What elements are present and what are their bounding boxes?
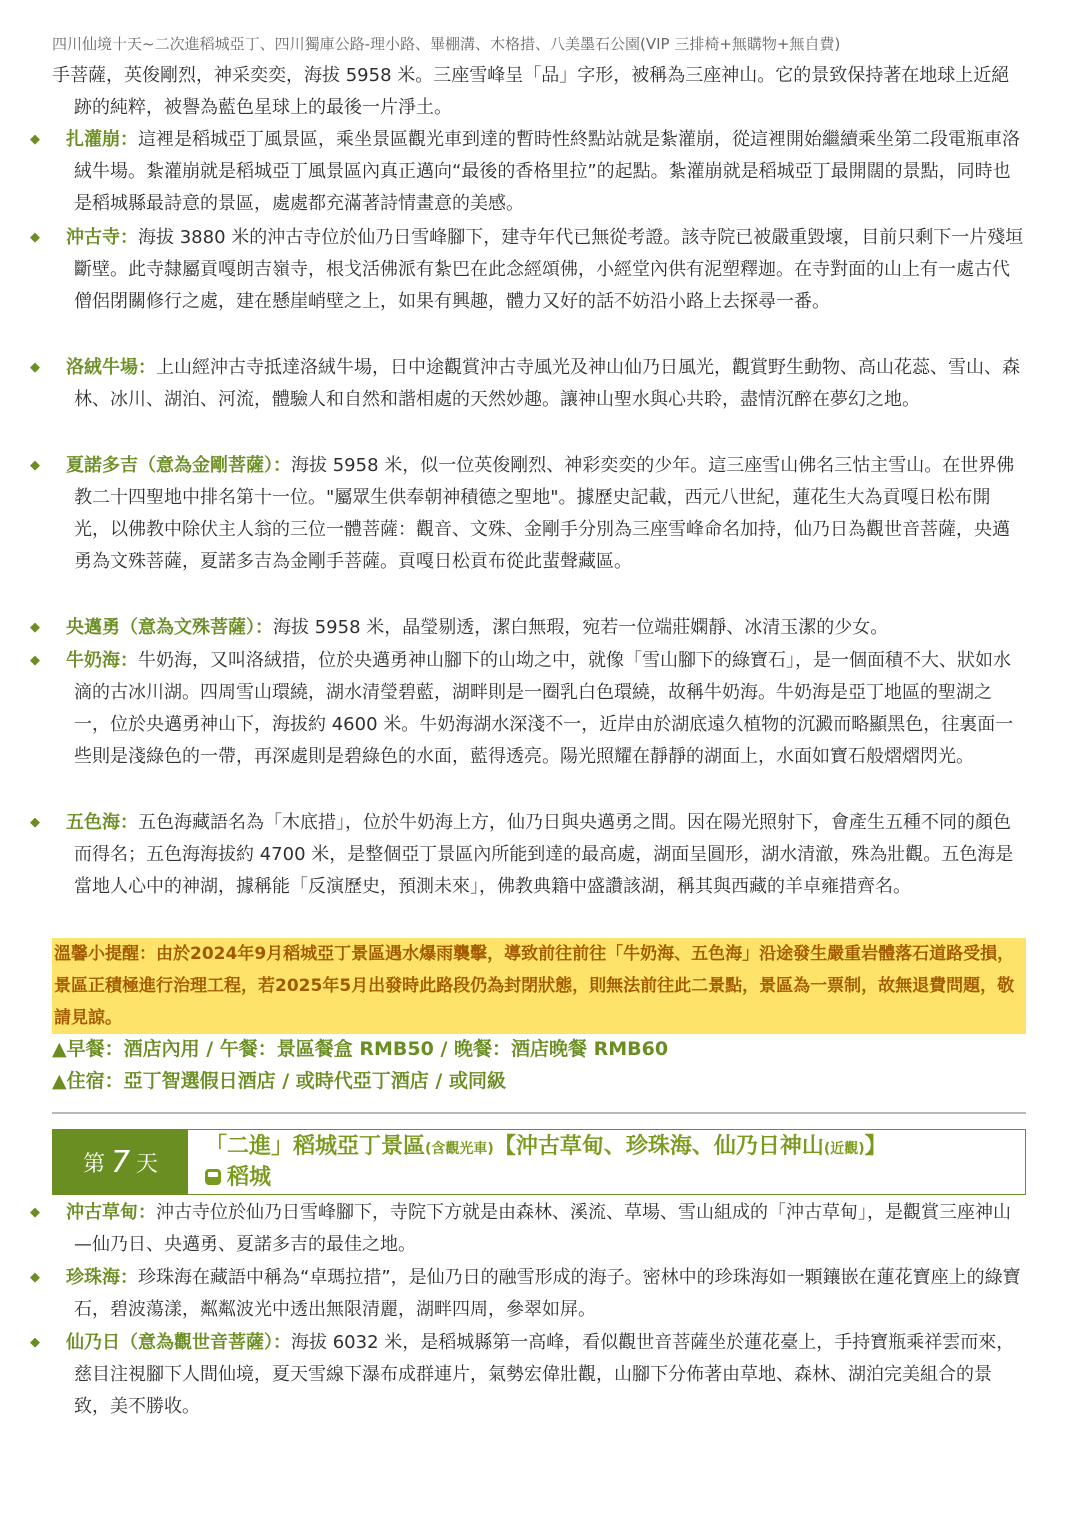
diamond-bullet-icon: ◆	[30, 230, 40, 245]
notice-box: 溫馨小提醒：由於2024年9月稻城亞丁景區遇水爆雨襲擊，導致前往前往「牛奶海、五色海」沿途發生嚴重岩體落石道路受損，景區正積極進行治理工程，若2025年5月出發時此路段仍為封閉狀態，則無法前往此二景點，景區為一票制，故無退費問題，敬請見諒。	[52, 938, 1026, 1034]
diamond-bullet-icon: ◆	[30, 815, 40, 830]
attraction-name: 五色海：	[66, 812, 138, 833]
attraction-name: 珍珠海：	[66, 1267, 138, 1288]
section-divider	[52, 1112, 1026, 1114]
attraction-name: 夏諾多吉（意為金剛菩薩）：	[66, 455, 291, 476]
day-number: 7	[110, 1144, 131, 1180]
attraction-text: 牛奶海，又叫洛絨措，位於央邁勇神山腳下的山坳之中，就像「雪山腳下的綠寶石」，是一個面積不大、狀如水滴的古冰川湖。四周雪山環繞，湖水清瑩碧藍，湖畔則是一圈乳白色環繞，故稱牛奶海。牛奶海是亞丁地區的聖湖之一，位於央邁勇神山下，海拔約 4600 米。牛奶海湖水深淺不一，近岸由於湖底遠久植物的沉澱而略顯黑色，往裏面一些則是淺綠色的一帶，再深處則是碧綠色的水面，藍得透亮。陽光照耀在靜靜的湖面上，水面如寶石般熠熠閃光。	[74, 650, 1014, 767]
attraction-name: 沖古草甸：	[66, 1202, 156, 1223]
attraction-text: 海拔 3880 米的沖古寺位於仙乃日雪峰腳下，建寺年代已無從考證。該寺院已被嚴重毀壞，目前只剩下一片殘垣斷壁。此寺隸屬貢嘎朗吉嶺寺，根戈活佛派有紮巴在此念經頌佛，小經堂內供有泥塑釋迦。在寺對面的山上有一處古代僧侶閉關修行之處，建在懸崖峭壁之上，如果有興趣，體力又好的話不妨沿小路上去探尋一番。	[74, 227, 1024, 312]
day-title-note: (含觀光車)	[425, 1141, 494, 1157]
attraction-text: 海拔 5958 米，似一位英俊剛烈、神彩奕奕的少年。這三座雪山佛名三怙主雪山。在世界佛教二十四聖地中排名第十一位。"屬眾生供奉朝神積德之聖地"。據歷史記載，西元八世紀，蓮花生大為貢嘎日松布開光，以佛教中除伏主人翁的三位一體菩薩：觀音、文殊、金剛手分別為三座雪峰命名加持，仙乃日為觀世音菩薩，央邁勇為文殊菩薩，夏諾多吉為金剛手菩薩。貢嘎日松貢布從此蜚聲藏區。	[74, 455, 1015, 572]
meals-line: ▲早餐：酒店內用 / 午餐：景區餐盒 RMB50 / 晚餐：酒店晚餐 RMB60	[52, 1038, 669, 1060]
diamond-bullet-icon: ◆	[30, 620, 40, 635]
attraction-text: 海拔 5958 米，晶瑩剔透，潔白無瑕，宛若一位端莊嫻靜、冰清玉潔的少女。	[273, 617, 889, 638]
attraction-text: 珍珠海在藏語中稱為“卓瑪拉措”，是仙乃日的融雪形成的海子。密林中的珍珠海如一顆鑲嵌在蓮花寶座上的綠寶石，碧波蕩漾，粼粼波光中透出無限清麗，湖畔四周，參翠如屏。	[74, 1267, 1021, 1320]
attraction-name: 牛奶海：	[66, 650, 138, 671]
attraction-yangmaiyong	[30, 612, 1026, 644]
attraction-name: 央邁勇（意為文殊菩薩）：	[66, 617, 273, 638]
bus-icon	[205, 1169, 221, 1185]
day-city	[205, 1163, 271, 1193]
attraction-niunaihai	[30, 645, 1026, 773]
attraction-xiannairi	[30, 1327, 1026, 1423]
attraction-text: 海拔 6032 米，是稻城縣第一高峰，看似觀世音菩薩坐於蓮花臺上，手持寶瓶乘祥雲而來，慈目注視腳下人間仙境，夏天雪線下瀑布成群連片，氣勢宏偉壯觀，山腳下分佈著由草地、森林、湖泊完美組合的景致，美不勝收。	[74, 1332, 1015, 1417]
attraction-text: 沖古寺位於仙乃日雪峰腳下，寺院下方就是由森林、溪流、草場、雪山組成的「沖古草甸」，是觀賞三座神山—仙乃日、央邁勇、夏諾多吉的最佳之地。	[74, 1202, 1011, 1255]
attraction-name: 扎灌崩：	[66, 129, 138, 150]
attraction-text: 這裡是稻城亞丁風景區，乘坐景區觀光車到達的暫時性終點站就是紮灌崩，從這裡開始繼續乘坐第二段電瓶車洛絨牛場。紮灌崩就是稻城亞丁風景區內真正邁向“最後的香格里拉”的起點。紮灌崩就是稻城亞丁最開闊的景點，同時也是稻城縣最詩意的景區，處處都充滿著詩情畫意的美感。	[74, 129, 1020, 214]
day-title-spots: 【沖古草甸、珍珠海、仙乃日神山	[493, 1134, 824, 1159]
day-label	[53, 1130, 188, 1194]
intro-paragraph	[52, 60, 1026, 124]
intro-text: 手菩薩，英俊剛烈，神采奕奕，海拔 5958 米。三座雪峰呈「品」字形，被稱為三座神山。它的景致保持著在地球上近絕跡的純粹，被譽為藍色星球上的最後一片淨土。	[52, 65, 1010, 118]
diamond-bullet-icon: ◆	[30, 360, 40, 375]
day-title-main: 「二進」稻城亞丁景區	[205, 1134, 426, 1159]
attraction-name: 沖古寺：	[66, 227, 138, 248]
diamond-bullet-icon: ◆	[30, 1335, 40, 1350]
diamond-bullet-icon: ◆	[30, 1270, 40, 1285]
attraction-name: 洛絨牛場：	[66, 357, 156, 378]
attraction-zhenzhuhai	[30, 1262, 1026, 1326]
diamond-bullet-icon: ◆	[30, 1205, 40, 1220]
day-title-note2: (近觀)	[823, 1141, 865, 1157]
day-header	[52, 1129, 1026, 1195]
attraction-text: 上山經沖古寺抵達洛絨牛場，日中途觀賞沖古寺風光及神山仙乃日風光，觀賞野生動物、高山花蕊、雪山、森林、冰川、湖泊、河流，體驗人和自然和諧相處的天然妙趣。讓神山聖水與心共聆，盡情沉醉在夢幻之地。	[74, 357, 1020, 410]
attraction-luorong	[30, 352, 1026, 416]
day-title	[205, 1132, 887, 1164]
day-city-name: 稻城	[227, 1165, 272, 1190]
attraction-xianuoduoji	[30, 450, 1026, 578]
attraction-chonggucaodian	[30, 1197, 1026, 1261]
diamond-bullet-icon: ◆	[30, 458, 40, 473]
day-prefix: 第	[82, 1151, 105, 1177]
diamond-bullet-icon: ◆	[30, 653, 40, 668]
attraction-text: 五色海藏語名為「木底措」，位於牛奶海上方，仙乃日與央邁勇之間。因在陽光照射下，會產生五種不同的顏色而得名；五色海海拔約 4700 米，是整個亞丁景區內所能到達的最高處，湖面呈圓形，湖水清澈，殊為壯觀。五色海是當地人心中的神湖，據稱能「反演歷史，預測未來」，佛教典籍中盛讚該湖，稱其與西藏的羊卓雍措齊名。	[74, 812, 1014, 897]
attraction-zhaguanbeng	[30, 124, 1026, 220]
attraction-chonggusi	[30, 222, 1026, 318]
document-header: 四川仙境十天~二次進稻城亞丁、四川獨庫公路-理小路、畢棚溝、木格措、八美墨石公園(VIP 三排椅+無購物+無自費)	[52, 35, 841, 53]
day-title-end: 】	[864, 1134, 887, 1159]
day-suffix: 天	[136, 1151, 159, 1177]
attraction-name: 仙乃日（意為觀世音菩薩）：	[66, 1332, 291, 1353]
lodging-line: ▲住宿：亞丁智選假日酒店 / 或時代亞丁酒店 / 或同級	[52, 1070, 506, 1092]
diamond-bullet-icon: ◆	[30, 132, 40, 147]
attraction-wusehai	[30, 807, 1026, 903]
